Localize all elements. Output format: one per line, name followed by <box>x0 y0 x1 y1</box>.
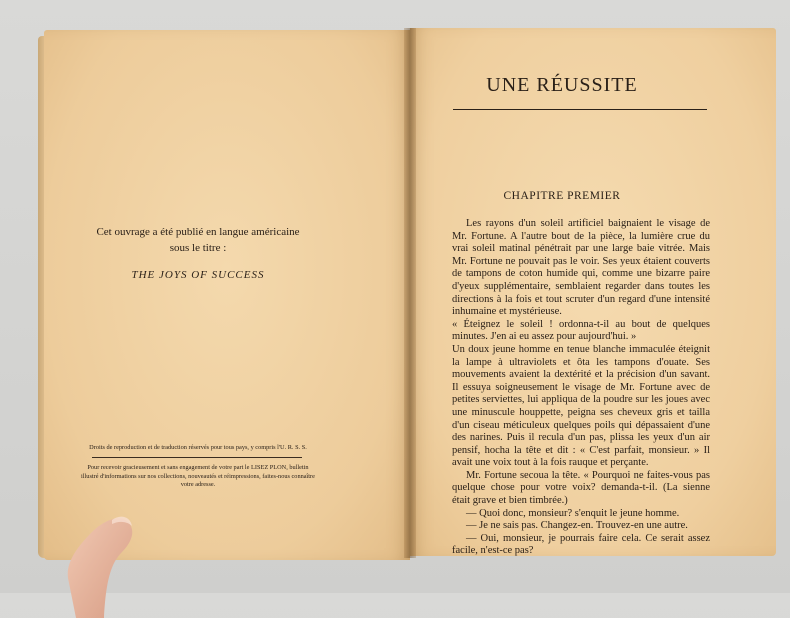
publication-note: Cet ouvrage a été publié en langue américaine <box>96 226 300 238</box>
title-rule <box>453 109 707 110</box>
thumb-image <box>62 508 140 618</box>
paragraph: — Je ne sais pas. Changez-en. Trouvez-en une autre. <box>466 520 688 532</box>
divider <box>92 457 302 458</box>
publication-note-line2: sous le titre : <box>169 242 227 254</box>
rights-notice: Droits de reproduction et de traduction réservés pour tous pays, y compris l'U. R. S. S. <box>89 444 307 451</box>
paragraph: Les rayons d'un soleil artificiel baignaient le visage de Mr. Fortune. A l'autre bout de la pièce, la lumière crue du vrai soleil matinal pénétrait par une large baie vitrée. Mais Mr. Fortune ne pouvait pas le voir. Ses yeux étaient couverts de tampons de coton humide qui, comme une bizarre paire d'yeux supplémentaire, semblaient regarder dans toutes les directions à la fois et tout scruter d'un regard d'une intensité inhumaine et mystérieuse. <box>452 218 710 318</box>
paragraph: Mr. Fortune secoua la tête. « Pourquoi ne faites-vous pas quelque chose pour votre voix? demanda-t-il. (La sienne était grave et bien timbrée.) <box>452 469 710 507</box>
paragraph: Un doux jeune homme en tenue blanche immaculée éteignit la lampe à ultraviolets et ôta les tampons d'ouate. Ses mouvements avaient la dextérité et la précision d'un savant. Il essuya soigneusement le visage de Mr. Fortune avec de petites serviettes, lui appliqua de la poudre sur les joues avec une minuscule houppette, peigna ses cheveux gris et tailla d'un ciseau méticuleux quelques poils qui dépassaient d'une des narines. Puis il recula d'un pas, plissa les yeux d'un air pensif, hocha la tête et dit : « C'est parfait, monsieur. » Il avait une voix tout à la fois rauque et perçante. <box>452 343 710 469</box>
publisher-notice: Pour recevoir gracieusement et sans engagement de votre part le LISEZ PLON, bulletin illustré d'informations sur nos collections, nouveautés et réimpressions, faites-nous connaître votre adresse. <box>81 464 315 489</box>
chapter-book-title: UNE RÉUSSITE <box>486 74 638 96</box>
body-text <box>452 218 710 558</box>
chapter-heading: CHAPITRE PREMIER <box>503 190 621 202</box>
original-title: THE JOYS OF SUCCESS <box>131 269 265 281</box>
paragraph: — Quoi donc, monsieur? s'enquit le jeune homme. <box>466 507 680 519</box>
paragraph: — Oui, monsieur, je pourrais faire cela. Ce serait assez facile, n'est-ce pas? <box>452 532 710 557</box>
paragraph: « Éteignez le soleil ! ordonna-t-il au bout de quelques minutes. J'en ai eu assez pour aujourd'hui. » <box>452 318 710 343</box>
book-spine <box>404 28 416 558</box>
